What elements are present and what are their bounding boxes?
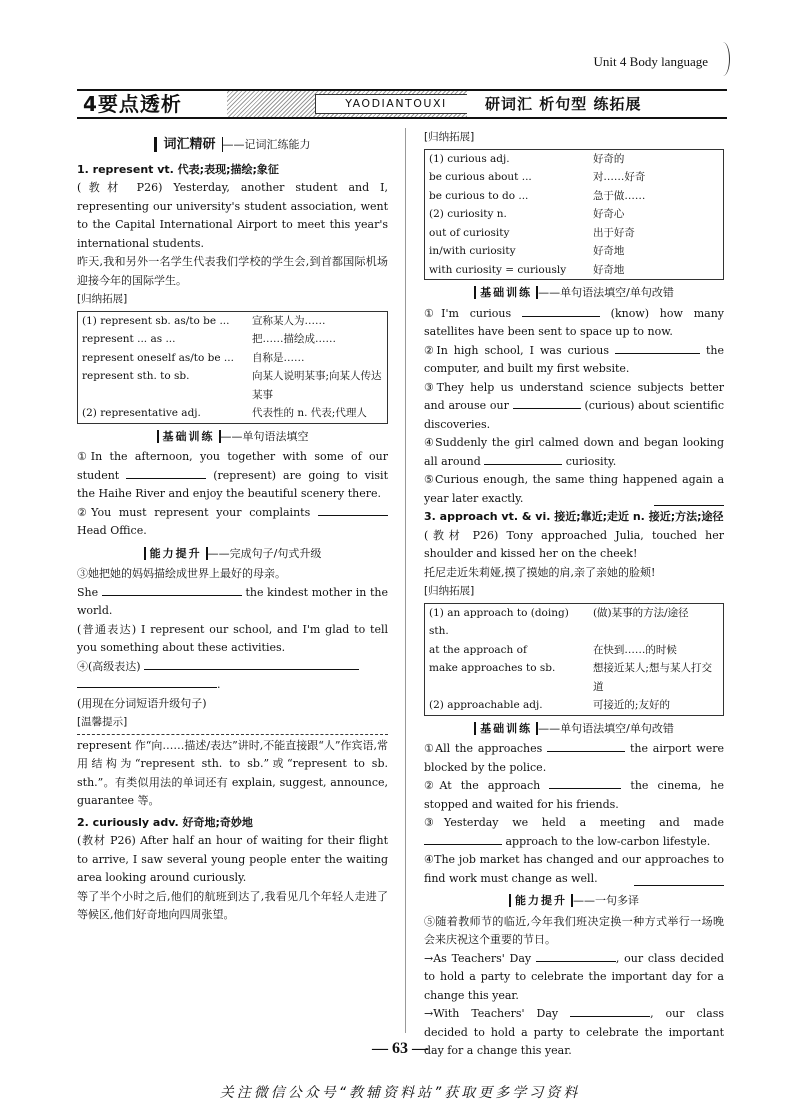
table-cell: 对……好奇: [592, 171, 646, 183]
table-cell: 想接近某人;想与某人打交道: [592, 662, 712, 693]
table-cell: (2) curiosity n.: [429, 208, 507, 220]
word3-expand-label: [归纳拓展]: [424, 585, 475, 597]
section-tag: 基础训练: [157, 430, 221, 443]
table-cell: (1) represent sb. as/to be ...: [82, 314, 230, 327]
table-cell: (2) representative adj.: [82, 407, 201, 419]
table-cell: 代表性的 n. 代表;代理人: [252, 407, 367, 419]
table-cell: 出于好奇: [592, 226, 635, 239]
word2-table: [424, 149, 724, 281]
word1-heading: 1. represent vt. 代表;表现;描绘;象征: [77, 162, 279, 176]
section-ability: [77, 545, 388, 564]
table-row: [78, 349, 388, 368]
exercise-text: ④Suddenly the girl calmed down and began looking all around: [424, 436, 724, 468]
table-row: [78, 404, 388, 423]
section-banner: [77, 89, 727, 119]
vocab-heading-title: 词汇精研: [154, 137, 222, 152]
exercise-r1: [424, 305, 724, 342]
table-cell: represent ... as ...: [82, 333, 176, 345]
tip-body: represent 作“向……描述/表达”讲时,不能直接跟“人”作宾语,常用结构为“represent sth. to sb.”或“represent to sb. sth.”。有类似用法的单词还有 explain, suggest, announce, guarantee 等。: [77, 734, 388, 811]
table-row: [425, 242, 724, 261]
answer-blank[interactable]: [77, 676, 217, 688]
exercise-text: ②In high school, I was curious: [424, 343, 609, 357]
footer-note: 关注微信公众号“教辅资料站”获取更多学习资料: [219, 1085, 581, 1101]
word3-translation: 托尼走近朱莉娅,摸了摸她的肩,亲了亲她的脸颊!: [424, 565, 656, 579]
table-cell: be curious about ...: [429, 171, 532, 183]
answer-blank[interactable]: [634, 874, 724, 886]
exercise-r4: [424, 434, 724, 471]
exercise-text: ④(高级表达): [77, 659, 141, 673]
exercise-3: [77, 584, 388, 621]
answer-blank[interactable]: [318, 504, 388, 516]
exercise-text: (represent) are going to visit the Haihe River and enjoy the beautiful scenery there.: [77, 468, 388, 500]
table-cell: (1) an approach to (doing) sth.: [429, 606, 569, 637]
section-desc: ——一句多译: [573, 894, 639, 907]
exercise-4-note: (用现在分词短语升级句子): [77, 696, 207, 710]
table-cell: at the approach of: [429, 643, 527, 656]
table-cell: (做)某事的方法/途径: [592, 606, 689, 619]
table-row: [78, 367, 388, 404]
exercise-text: , our class decided to hold a party to celebrate the important day for a change this year.: [424, 1007, 724, 1057]
word2-heading: 2. curiously adv. 好奇地;奇妙地: [77, 815, 253, 829]
table-row: [425, 224, 724, 243]
exercise-s2: [424, 777, 724, 814]
table-row: [425, 696, 724, 715]
table-row: [78, 330, 388, 349]
page-curl-decoration: [716, 42, 730, 76]
tip-label: [温馨提示]: [77, 716, 128, 728]
column-divider: [405, 128, 406, 1033]
exercise-s5-a: [424, 950, 724, 1006]
word3-table: [424, 603, 724, 716]
exercise-s1: [424, 740, 724, 777]
exercise-text: ②At the approach: [424, 779, 541, 792]
table-row: [425, 205, 724, 224]
table-row: [425, 149, 724, 168]
table-cell: be curious to do ...: [429, 189, 529, 202]
section-basic-training-3: [424, 720, 724, 739]
exercise-r3: [424, 379, 724, 435]
exercise-r2: [424, 342, 724, 379]
word3-heading: 3. approach vt. & vi. 接近;靠近;走近 n. 接近;方法;途径: [424, 510, 724, 523]
word1-translation: 昨天,我和另外一名学生代表我们学校的学生会,到首都国际机场迎接今年的国际学生。: [77, 255, 388, 287]
section-desc: ——完成句子/句式升级: [207, 546, 322, 560]
exercise-s4: [424, 851, 724, 888]
table-cell: 把……描绘成……: [252, 333, 336, 345]
vocab-heading: [77, 136, 388, 155]
table-cell: 向某人说明某事;向某人传达某事: [252, 370, 382, 401]
exercise-4: [77, 658, 388, 677]
table-row: [425, 603, 724, 641]
exercise-text: ①I'm curious: [424, 306, 512, 320]
exercise-text: She: [77, 585, 99, 599]
answer-blank[interactable]: [126, 467, 206, 479]
answer-blank[interactable]: [102, 584, 242, 596]
exercise-2: [77, 504, 388, 541]
answer-blank[interactable]: [144, 658, 359, 670]
exercise-text: , our class decided to hold a party to celebrate the important day for a change this year.: [424, 951, 725, 1002]
section-ability-2: [424, 892, 724, 911]
exercise-text: the airport were blocked by the police.: [424, 742, 724, 774]
exercise-text: ①All the approaches: [424, 742, 543, 755]
section-desc: ——单句语法填空: [220, 429, 309, 443]
exercise-text: ④The job market has changed and our approaches to find work must change as well.: [424, 853, 724, 885]
table-cell: 好奇地: [592, 245, 625, 257]
word1-table: [77, 311, 388, 424]
exercise-text: (curious) about scientific discoveries.: [424, 399, 725, 431]
exercise-3-cn: ③她把她的妈妈描绘成世界上最好的母亲。: [77, 567, 286, 580]
exercise-text: approach to the low-carbon lifestyle.: [505, 834, 711, 848]
answer-blank[interactable]: [570, 1005, 650, 1017]
exercise-s3: [424, 814, 724, 851]
word2-example: (教材 P26) After half an hour of waiting for their flight to arrive, I saw several young people enter the waiting area looking around curiously.: [77, 834, 388, 884]
answer-blank[interactable]: [484, 453, 562, 465]
section-basic-training: [77, 428, 388, 447]
answer-blank[interactable]: [513, 397, 581, 409]
answer-blank[interactable]: [547, 740, 625, 752]
answer-blank[interactable]: [424, 833, 502, 845]
exercise-text: curiosity.: [565, 454, 617, 468]
table-row: [78, 311, 388, 330]
table-cell: in/with curiosity: [429, 245, 516, 257]
section-desc: ——单句语法填空/单句改错: [538, 721, 674, 735]
table-cell: out of curiosity: [429, 226, 510, 239]
banner-pinyin: YAODIANTOUXI: [315, 94, 477, 114]
exercise-text: the cinema, he stopped and waited for his friends.: [424, 779, 724, 811]
section-tag: 能力提升: [509, 894, 573, 907]
table-cell: 好奇地: [592, 263, 625, 276]
right-column: [424, 128, 724, 1061]
table-cell: 好奇心: [592, 208, 625, 220]
section-basic-training-2: [424, 284, 724, 303]
table-row: [425, 261, 724, 280]
exercise-plain: (普通表达) I represent our school, and I'm glad to tell you something about these activities.: [77, 622, 388, 654]
exercise-4-line2: .: [77, 676, 388, 695]
exercise-text: ②You must represent your complaints: [77, 505, 311, 519]
table-row: [425, 641, 724, 660]
section-tag: 基础训练: [474, 286, 538, 299]
word1-expand-label: [归纳拓展]: [77, 293, 128, 305]
left-column: [77, 128, 388, 925]
table-cell: make approaches to sb.: [429, 662, 556, 674]
table-cell: 好奇的: [592, 152, 625, 165]
exercise-s5-cn: ⑤随着教师节的临近,今年我们班决定换一种方式举行一场晚会来庆祝这个重要的节日。: [424, 914, 724, 946]
exercise-text: Head Office.: [77, 524, 147, 537]
section-tag: 基础训练: [474, 722, 538, 735]
answer-blank[interactable]: [549, 777, 621, 789]
exercise-text: the computer, and built my first website.: [424, 343, 724, 375]
table-cell: 可接近的;友好的: [592, 699, 670, 711]
table-cell: 在快到……的时候: [592, 643, 677, 656]
table-cell: 自称是……: [252, 351, 305, 364]
banner-title: 4要点透析: [77, 91, 227, 117]
word1-example: (教材 P26) Yesterday, another student and I, representing our university's student association, went to the Capital International Airport to meet this year's international students.: [77, 181, 388, 250]
exercise-text: →With Teachers' Day: [424, 1007, 559, 1020]
exercise-text: the kindest mother in the world.: [77, 585, 388, 617]
exercise-text: (know) how many satellites have been sent to space up to now.: [424, 306, 724, 338]
exercise-r5: [424, 471, 724, 508]
answer-blank[interactable]: [615, 342, 700, 354]
exercise-text: ③They help us understand science subjects better and arouse our: [424, 380, 724, 412]
table-cell: (2) approachable adj.: [429, 699, 543, 711]
page-number: — 63 —: [372, 1040, 428, 1057]
exercise-text: ③Yesterday we held a meeting and made: [424, 816, 724, 829]
table-row: [425, 187, 724, 206]
exercise-text: ⑤Curious enough, the same thing happened again a year later exactly.: [424, 473, 724, 505]
section-desc: ——单句语法填空/单句改错: [538, 286, 674, 299]
section-tag: 能力提升: [144, 547, 208, 560]
answer-blank[interactable]: [654, 494, 724, 506]
answer-blank[interactable]: [522, 305, 600, 317]
table-cell: (1) curious adj.: [429, 152, 510, 165]
vocab-heading-suffix: ——记词汇练能力: [222, 138, 311, 151]
table-row: [425, 168, 724, 187]
word2-expand-label: [归纳拓展]: [424, 131, 475, 143]
table-cell: 急于做……: [592, 189, 646, 202]
table-cell: with curiosity = curiously: [429, 263, 567, 276]
exercise-text: →As Teachers' Day: [424, 951, 532, 965]
unit-title: Unit 4 Body language: [593, 54, 708, 69]
exercise-1: [77, 448, 388, 504]
word2-translation: 等了半个小时之后,他们的航班到达了,我看见几个年轻人走进了等候区,他们好奇地向四周张望。: [77, 889, 388, 921]
table-cell: 宣称某人为……: [252, 314, 326, 327]
table-cell: represent oneself as/to be ...: [82, 351, 234, 364]
table-row: [425, 659, 724, 696]
table-cell: represent sth. to sb.: [82, 370, 190, 382]
answer-blank[interactable]: [536, 950, 616, 962]
banner-subtitle: 研词汇 析句型 练拓展: [467, 91, 727, 117]
exercise-text: ①In the afternoon, you together with some of our student: [77, 450, 388, 482]
word3-example: (教材 P26) Tony approached Julia, touched her shoulder and kissed her on the cheek!: [424, 528, 724, 560]
